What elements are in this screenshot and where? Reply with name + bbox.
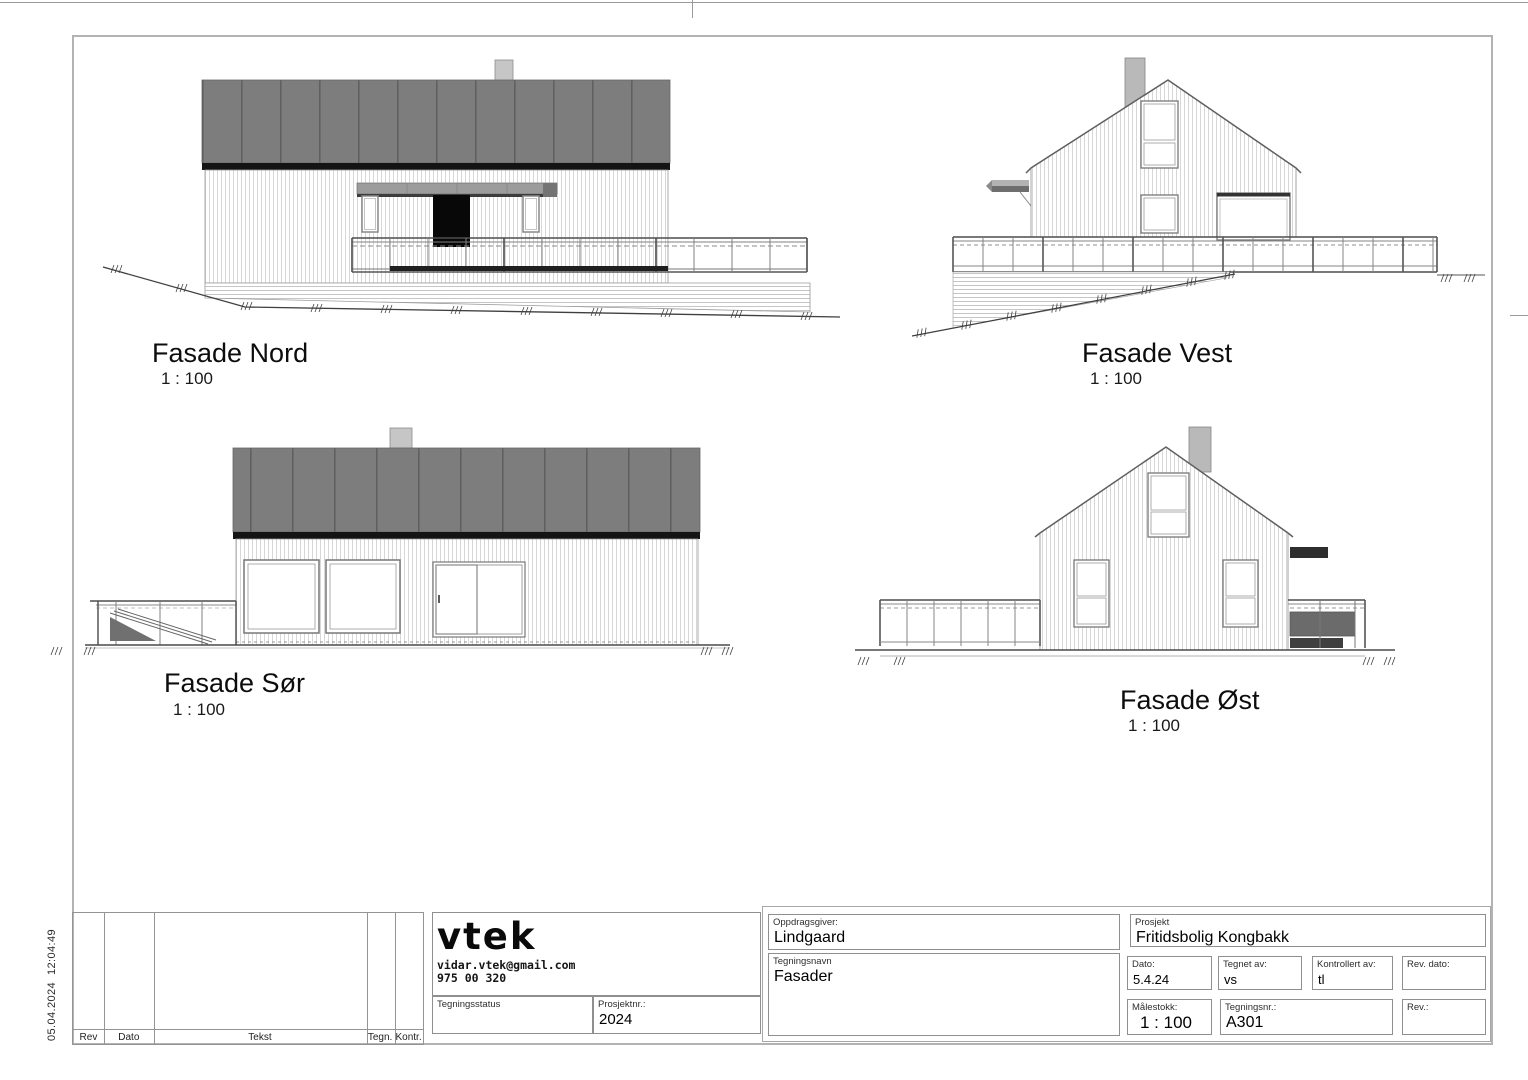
tegningsstatus-label: Tegningsstatus xyxy=(437,999,501,1010)
fasade-ost-drawing xyxy=(850,420,1410,675)
malestokk-box xyxy=(1127,999,1212,1035)
nord-fascia-band xyxy=(202,163,670,170)
revision-table-divider xyxy=(395,913,396,1044)
dato-label: Dato: xyxy=(1132,959,1155,970)
revision-header-tegn: Tegn. xyxy=(367,1031,393,1043)
revision-table-divider xyxy=(154,913,155,1044)
tegningsstatus-box xyxy=(432,996,593,1034)
oppdragsgiver-value: Lindgaard xyxy=(774,929,846,946)
revision-table xyxy=(72,912,424,1045)
view-scale-vest: 1 : 100 xyxy=(1090,369,1142,388)
fold-mark-top xyxy=(692,0,693,18)
prosjekt-label: Prosjekt xyxy=(1135,917,1170,928)
company-email: vidar.vtek@gmail.com xyxy=(437,958,576,972)
revision-table-divider xyxy=(367,913,368,1044)
fasade-sor-drawing xyxy=(40,420,840,670)
ost-side-beam xyxy=(1290,547,1328,558)
revision-header-dato: Dato xyxy=(118,1031,140,1043)
oppdragsgiver-label: Oppdragsgiver: xyxy=(773,917,838,928)
revision-table-header xyxy=(73,1029,423,1044)
rev-label: Rev.: xyxy=(1407,1002,1429,1013)
view-scale-sor: 1 : 100 xyxy=(173,700,225,719)
company-phone: 975 00 320 xyxy=(437,971,507,985)
sor-ground xyxy=(51,645,733,655)
rev-value xyxy=(1403,1013,1485,1014)
rev-dato-label: Rev. dato: xyxy=(1407,959,1450,970)
revision-table-divider xyxy=(104,913,105,1044)
prosjektnr-label: Prosjektnr.: xyxy=(598,999,646,1010)
tegnet-av-label: Tegnet av: xyxy=(1223,959,1267,970)
company-logo: vtek xyxy=(437,915,537,958)
rev-dato-box xyxy=(1402,956,1486,990)
tegnet-av-value: vs xyxy=(1224,972,1237,987)
view-title-ost: Fasade Øst xyxy=(1120,685,1260,715)
sor-window-2 xyxy=(326,560,400,633)
tegningsnavn-label: Tegningsnavn xyxy=(773,956,832,967)
logo-block xyxy=(432,912,761,996)
tegningsnavn-box xyxy=(768,953,1120,1036)
vest-side-beam xyxy=(986,180,1031,206)
ost-left-deck-railing xyxy=(880,600,1040,646)
ost-ground xyxy=(855,650,1395,665)
sor-chimney xyxy=(390,428,412,448)
view-title-sor: Fasade Sør xyxy=(164,668,306,698)
sor-sliding-door xyxy=(433,562,525,637)
nord-entry-door xyxy=(433,195,470,247)
tegningsnavn-value: Fasader xyxy=(774,968,833,985)
ost-window-right xyxy=(1223,560,1258,627)
revision-header-kontr: Kontr. xyxy=(395,1031,422,1043)
nord-window-left xyxy=(362,196,378,232)
dato-box xyxy=(1127,956,1212,990)
rev-box xyxy=(1402,999,1486,1035)
prosjektnr-box xyxy=(593,996,761,1034)
revision-header-rev: Rev xyxy=(79,1031,98,1043)
nord-canopy xyxy=(357,183,557,197)
page-trim-line xyxy=(0,2,1528,3)
kontrollert-av-value: tl xyxy=(1318,972,1325,987)
nord-window-right xyxy=(523,196,539,232)
tegningsstatus-value xyxy=(433,1010,592,1011)
fasade-vest-drawing xyxy=(900,45,1500,350)
prosjekt-box xyxy=(1130,914,1486,947)
tegnet-av-box xyxy=(1218,956,1302,990)
nord-roof xyxy=(202,80,670,163)
fold-mark-right xyxy=(1510,315,1528,316)
vest-lower-window xyxy=(1141,195,1178,233)
revision-header-tekst: Tekst xyxy=(248,1031,272,1043)
oppdragsgiver-box xyxy=(768,914,1120,950)
sor-fascia-band xyxy=(233,532,700,539)
sor-window-1 xyxy=(244,560,319,633)
vest-upper-windows xyxy=(1141,101,1178,168)
tegningsnr-box xyxy=(1220,999,1393,1035)
ost-window-left xyxy=(1074,560,1109,627)
prosjekt-value: Fritidsbolig Kongbakk xyxy=(1136,929,1289,946)
kontrollert-av-label: Kontrollert av: xyxy=(1317,959,1376,970)
view-title-vest: Fasade Vest xyxy=(1082,338,1233,368)
sor-roof xyxy=(233,448,700,532)
rev-dato-value xyxy=(1403,970,1485,971)
tegningsnr-label: Tegningsnr.: xyxy=(1225,1002,1277,1013)
kontrollert-av-box xyxy=(1312,956,1393,990)
dato-value: 5.4.24 xyxy=(1133,972,1170,987)
sor-deck-and-stairs xyxy=(90,601,236,645)
tegningsnr-value: A301 xyxy=(1226,1014,1264,1031)
vest-large-window xyxy=(1217,193,1290,240)
view-scale-ost: 1 : 100 xyxy=(1128,716,1180,735)
malestokk-value: 1 : 100 xyxy=(1140,1013,1192,1032)
fasade-nord-drawing xyxy=(85,50,855,335)
ost-right-deck-railing xyxy=(1288,600,1365,648)
vest-terrace-railing xyxy=(953,237,1437,272)
prosjektnr-value: 2024 xyxy=(599,1011,633,1028)
plot-timestamp: 05.04.2024 12:04:49 xyxy=(46,929,58,1041)
view-title-nord: Fasade Nord xyxy=(152,338,309,368)
ost-peak-windows xyxy=(1148,473,1189,537)
malestokk-label: Målestokk: xyxy=(1132,1002,1178,1013)
view-scale-nord: 1 : 100 xyxy=(161,369,213,388)
